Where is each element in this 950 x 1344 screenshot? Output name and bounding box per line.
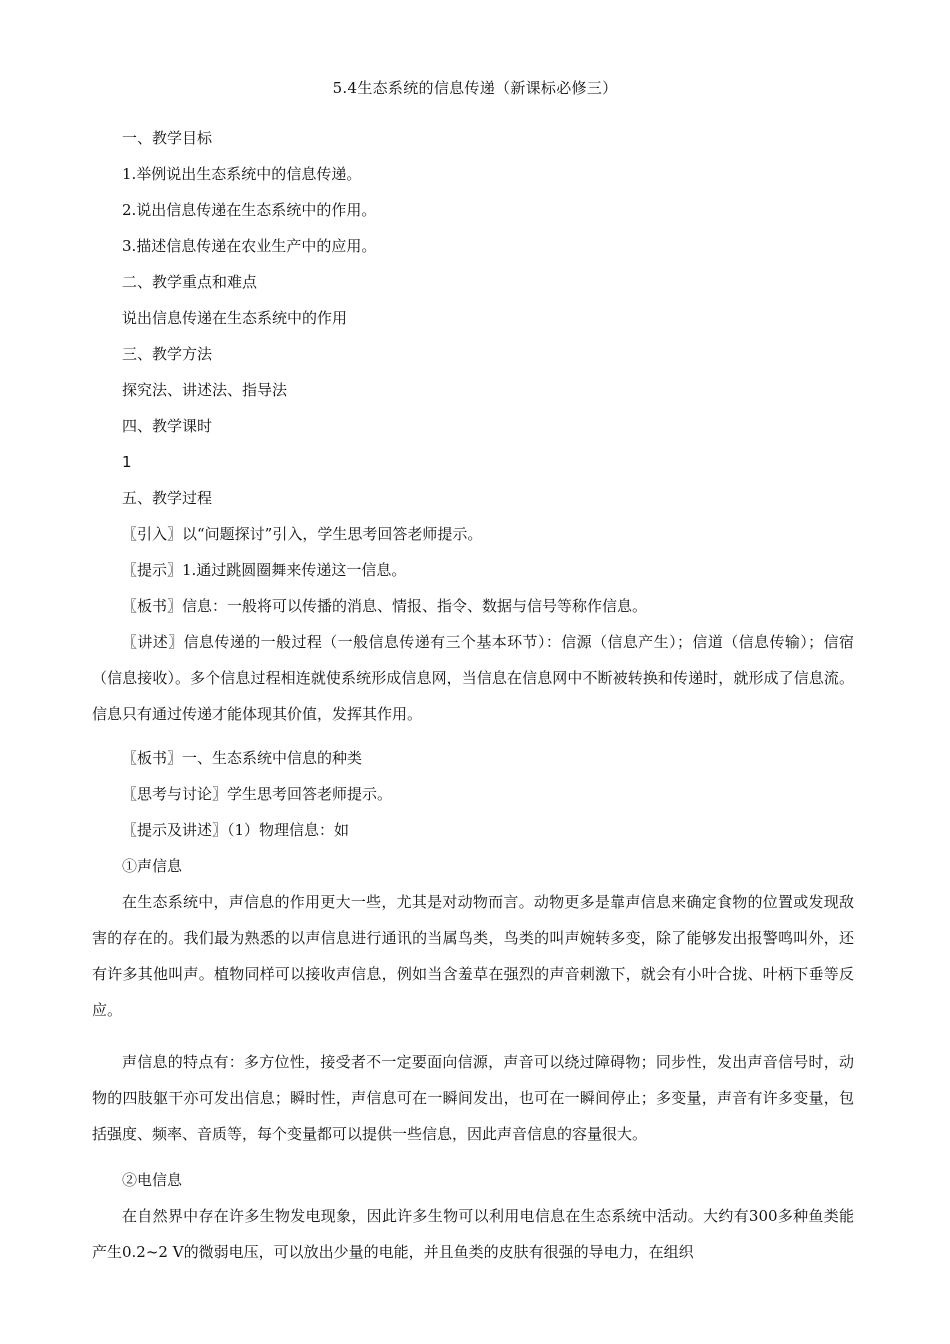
heading-key-points: 二、教学重点和难点 xyxy=(122,273,258,291)
intro-line: 〖引入〗以“问题探讨”引入，学生思考回答老师提示。 xyxy=(122,525,483,543)
board-line-2: 〖板书〗一、生态系统中信息的种类 xyxy=(122,749,363,767)
heading-teaching-goals: 一、教学目标 xyxy=(122,129,213,147)
sound-info-heading: ①声信息 xyxy=(122,857,183,875)
electric-paragraph-1: 在自然界中存在许多生物发电现象，因此许多生物可以利用电信息在生态系统中活动。大约有300多种鱼类能产生0.2~2 V的微弱电压，可以放出少量的电能，并且鱼类的皮肤有很强的导电力，在组织 xyxy=(92,1207,854,1261)
methods-text: 探究法、讲述法、指导法 xyxy=(122,381,288,399)
lecture-paragraph: 〖讲述〗信息传递的一般过程（一般信息传递有三个基本环节）：信源（信息产生）；信道（信息传输）；信宿（信息接收）。多个信息过程相连就使系统形成信息网，当信息在信息网中不断被转换和传递时，就形成了信息流。信息只有通过传递才能体现其价值，发挥其作用。 xyxy=(92,633,854,723)
heading-process: 五、教学过程 xyxy=(122,489,213,507)
electric-info-heading: ②电信息 xyxy=(122,1171,183,1189)
heading-class-hours: 四、教学课时 xyxy=(122,417,213,435)
hint-line: 〖提示〗1.通过跳圆圈舞来传递这一信息。 xyxy=(122,561,407,579)
goal-item-2: 2.说出信息传递在生态系统中的作用。 xyxy=(122,201,377,219)
goal-item-1: 1.举例说出生态系统中的信息传递。 xyxy=(122,165,362,183)
hint-lecture-line: 〖提示及讲述〗（1）物理信息：如 xyxy=(122,821,350,839)
heading-methods: 三、教学方法 xyxy=(122,345,213,363)
document-title: 5.4生态系统的信息传递（新课标必修三） xyxy=(332,79,618,97)
board-line-1: 〖板书〗信息：一般将可以传播的消息、情报、指令、数据与信号等称作信息。 xyxy=(122,597,648,615)
class-hours-value: 1 xyxy=(122,453,132,471)
sound-paragraph-2: 声信息的特点有：多方位性，接受者不一定要面向信源，声音可以绕过障碍物；同步性，发出声音信号时，动物的四肢躯干亦可发出信息；瞬时性，声信息可在一瞬间发出，也可在一瞬间停止；多变量，声音有许多变量，包括强度、频率、音质等，每个变量都可以提供一些信息，因此声音信息的容量很大。 xyxy=(92,1053,854,1143)
goal-item-3: 3.描述信息传递在农业生产中的应用。 xyxy=(122,237,377,255)
think-discuss-line: 〖思考与讨论〗学生思考回答老师提示。 xyxy=(122,785,393,803)
sound-paragraph-1: 在生态系统中，声信息的作用更大一些，尤其是对动物而言。动物更多是靠声信息来确定食物的位置或发现敌害的存在的。我们最为熟悉的以声信息进行通讯的当属鸟类，鸟类的叫声婉转多变，除了能够发出报警鸣叫外，还有许多其他叫声。植物同样可以接收声信息，例如当含羞草在强烈的声音刺激下，就会有小叶合拢、叶柄下垂等反应。 xyxy=(92,893,854,1019)
key-point-text: 说出信息传递在生态系统中的作用 xyxy=(122,309,348,327)
